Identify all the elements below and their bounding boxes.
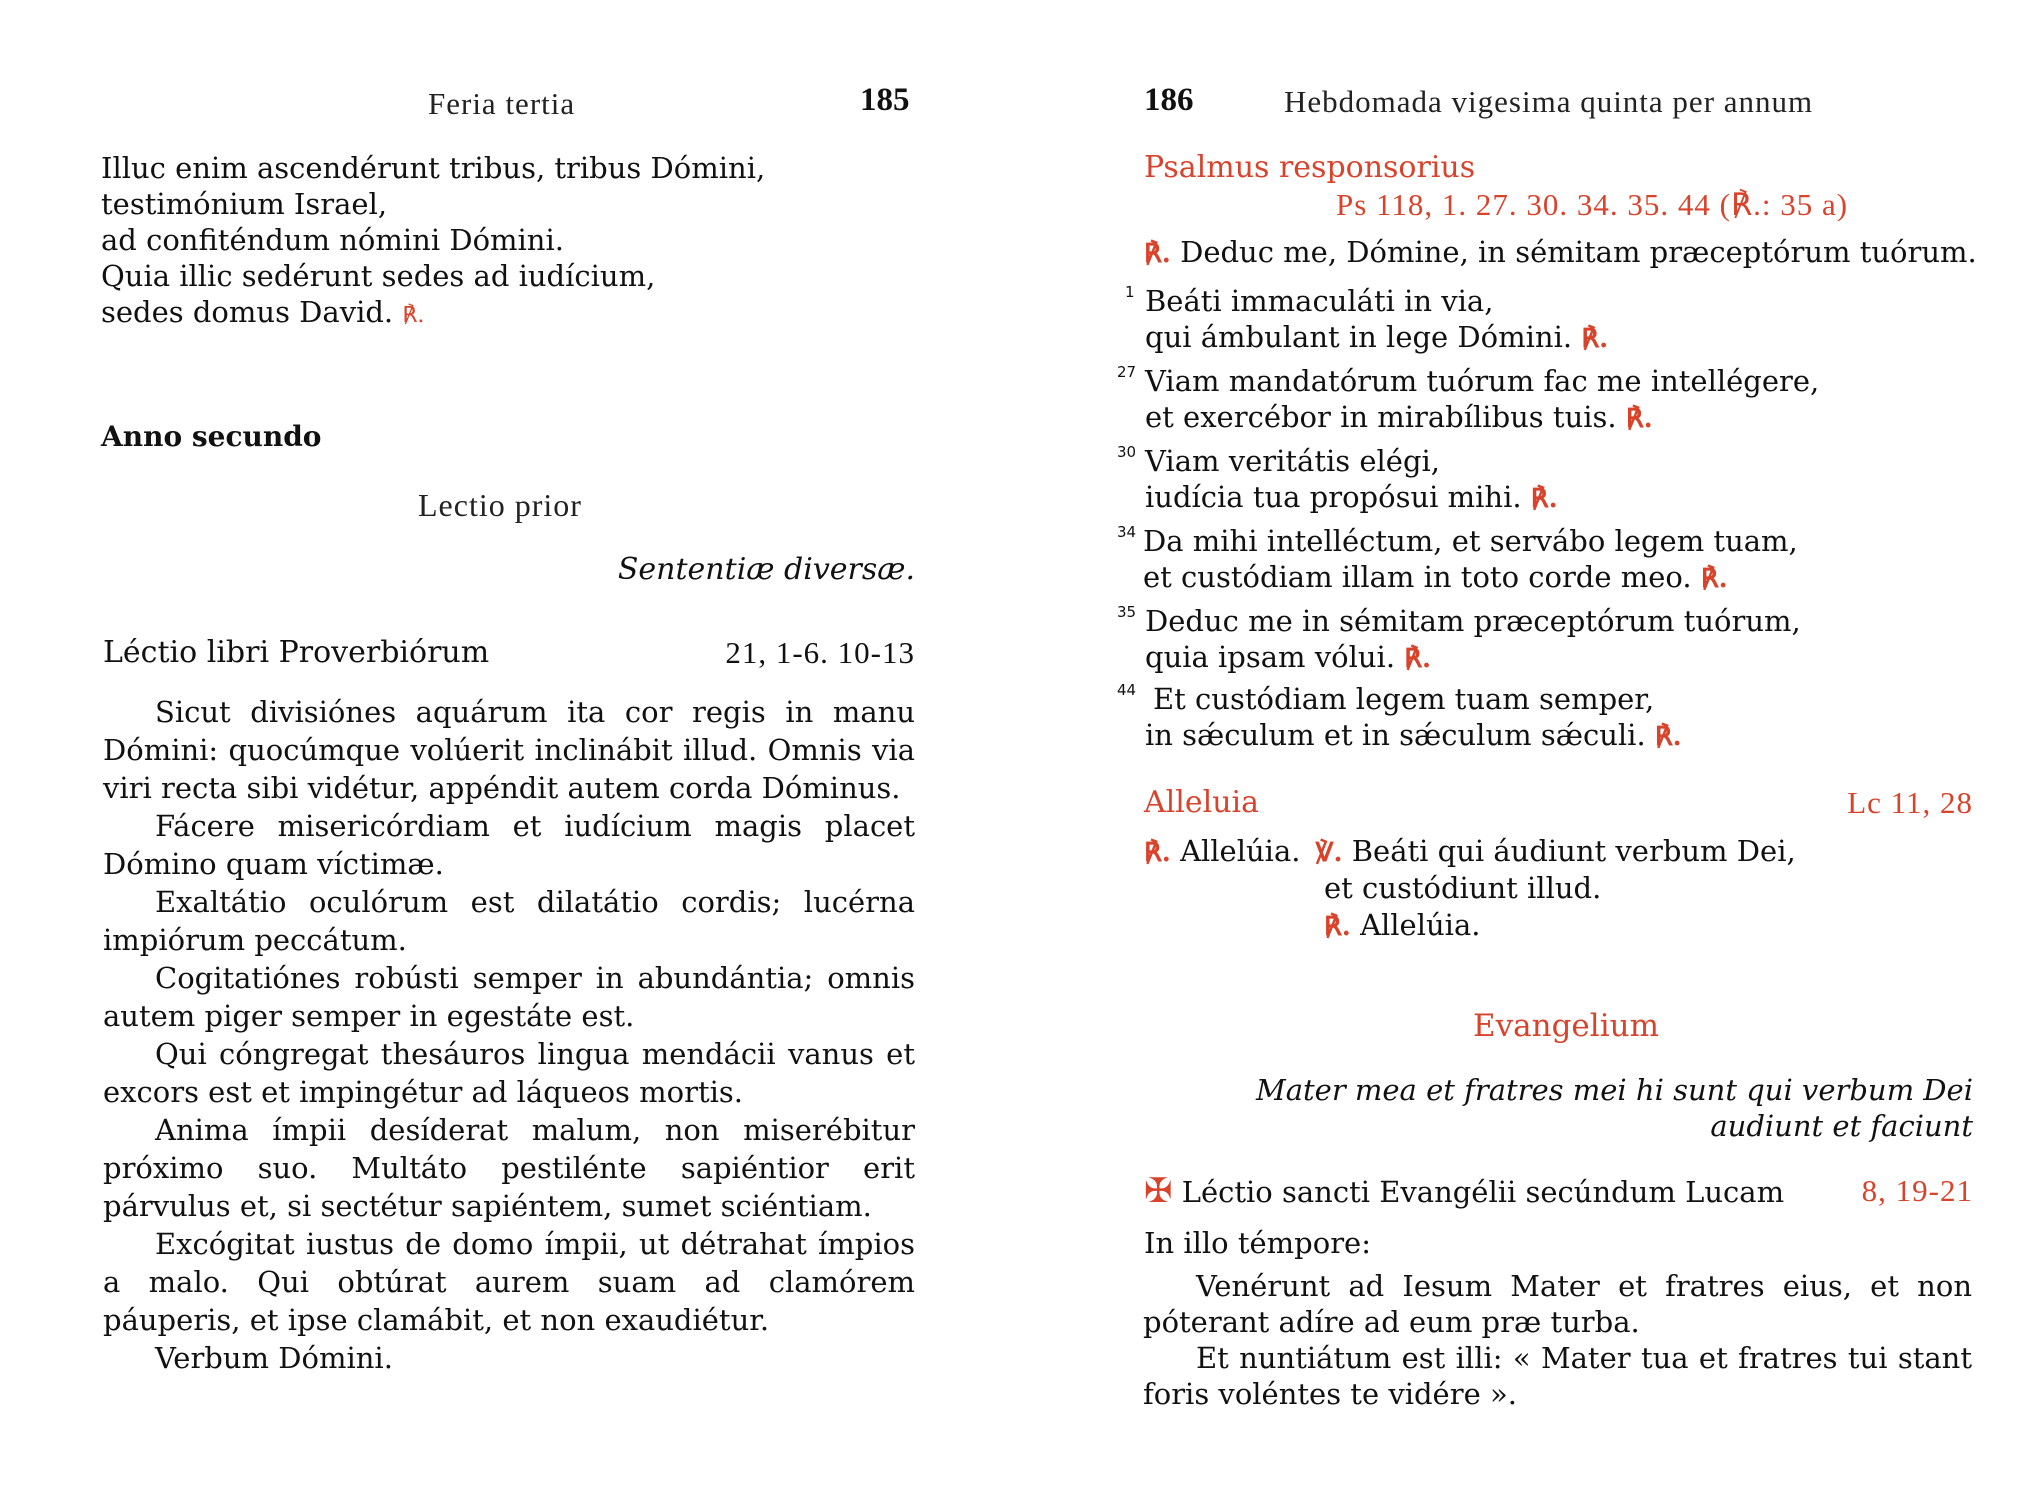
lectio-subtitle: Sententiæ diversæ. [617,552,915,587]
reading-paragraph: Cogitatiónes robústi semper in abundántia; omnis autem piger semper in egestáte est. [103,961,915,1033]
reading-paragraph: Sicut divisiónes aquárum ita cor regis in manu Dómini: quocúmque volúerit inclinábit illud. Omnis via viri recta sibi vidétur, appéndit autem corda Dóminus. [103,695,915,805]
alleluia-verse-line: Beáti qui áudiunt verbum Dei, [1351,834,1796,868]
reading-paragraph: Anima ímpii desíderat malum, non miserébitur próximo suo. Multáto pestilénte sapiéntior erit párvulus et, si sectétur sapiéntem, sumet sciéntiam. [103,1113,915,1223]
reading-text [103,693,915,1377]
gospel-subtitle [1144,1072,1973,1144]
anno-heading: Anno secundo [101,420,322,453]
versicle-symbol: ℣. [1315,838,1343,868]
page-number: 185 [860,82,910,118]
response-symbol: ℟. [1144,239,1171,269]
psalm-response-line [1144,234,1977,272]
alleluia-heading: Alleluia [1144,785,1260,820]
stanza-line: Beáti immaculáti in via, [1145,284,1494,318]
reading-paragraph: Fácere misericórdiam et iudícium magis placet Dómino quam víctimæ. [103,809,915,881]
running-header-title: Hebdomada vigesima quinta per annum [1284,84,1814,119]
response-symbol: ℟. [1625,404,1653,434]
reading-title: Léctio libri Proverbiórum [103,635,490,670]
stanza-line: Viam mandatórum tuórum fac me intellégere, [1145,364,1820,398]
gospel-title-row [1144,1173,1973,1210]
response-symbol: ℟. [1654,722,1682,752]
response-symbol: ℟. [1324,912,1351,942]
stanza-line-last [1145,319,1608,357]
stanza-line-text: quia ipsam vólui. [1145,640,1396,674]
stanza-line: Deduc me in sémitam præceptórum tuórum, [1145,604,1801,638]
response-symbol: ℟. [1700,564,1728,594]
canticle-line: Quia illic sedérunt sedes ad iudícium, [101,259,656,293]
running-header-title: Feria tertia [428,86,576,121]
gospel-paragraph: Et nuntiátum est illi: « Mater tua et fratres tui stant foris voléntes te vidére ». [1143,1341,1972,1411]
verse-number: 44 [1117,681,1137,699]
gospel-subtitle-line: Mater mea et fratres mei hi sunt qui verbum Dei [1256,1073,1973,1107]
verse-number: 35 [1117,603,1137,621]
alleluia-line [1144,833,1796,871]
response-symbol: ℟. [1144,838,1171,868]
canticle-line: testimónium Israel, [101,187,388,221]
stanza-line-last [1145,639,1801,677]
stanza-line-last [1143,559,1798,597]
stanza-line-last [1145,717,1682,755]
reading-paragraph: Qui cóngregat thesáuros lingua mendácii vanus et excors est et impingétur ad láqueos mortis. [103,1037,915,1109]
stanza-line-text: in sǽculum et in sǽculum sǽculi. [1145,718,1646,752]
stanza-line-text: iudícia tua propósui mihi. [1145,480,1522,514]
reading-paragraph: Excógitat iustus de domo ímpii, ut détrahat ímpios a malo. Qui obtúrat aurem suam ad clamórem páuperis, et ipse clamábit, et non exaudiétur. [103,1227,915,1337]
psalm-heading: Psalmus responsorius [1144,150,1476,185]
page-number: 186 [1144,82,1194,118]
canticle-line-last [101,294,765,334]
alleluia-word: Allelúia. [1360,908,1481,942]
stanza-line-text: et exercébor in mirabílibus tuis. [1145,400,1617,434]
alleluia-reference: Lc 11, 28 [1847,785,1973,820]
reading-conclusion: Verbum Dómini. [155,1341,393,1375]
gospel-text [1143,1268,1972,1412]
canticle-line: Illuc enim ascendérunt tribus, tribus Dómini, [101,151,766,185]
canticle-block [101,150,765,334]
response-symbol: ℟. [1404,644,1432,674]
reading-paragraph: Exaltátio oculórum est dilatátio cordis; lucérna impiórum peccátum. [103,885,915,957]
stanza-line-text: qui ámbulant in lege Dómini. [1145,320,1573,354]
alleluia-heading-row [1144,785,1973,821]
alleluia-word: Allelúia. [1180,834,1301,868]
gospel-paragraph: Venérunt ad Iesum Mater et fratres eius, et non póterant adíre ad eum præ turba. [1143,1269,1972,1339]
psalm-reference: Ps 118, 1. 27. 30. 34. 35. 44 (℟.: 35 a) [1336,187,1849,222]
stanza-line-last [1145,479,1558,517]
verse-number: 30 [1117,443,1137,461]
verse-number: 34 [1117,523,1137,541]
stanza-line: Et custódiam legem tuam semper, [1153,682,1655,716]
right-page [1011,0,2022,1500]
gospel-subtitle-line: audiunt et faciunt [1710,1109,1973,1143]
response-symbol: ℟. [1530,484,1558,514]
alleluia-verse-line: et custódiunt illud. [1324,871,1602,905]
canticle-line: ad confiténdum nómini Dómini. [101,223,564,257]
verse-number: 1 [1125,283,1135,301]
verse-number: 27 [1117,363,1137,381]
stanza-line: Da mihi intelléctum, et servábo legem tuam, [1143,524,1798,558]
stanza-line-last [1145,399,1819,437]
lectio-heading: Lectio prior [418,487,582,523]
stanza-line: Viam veritátis elégi, [1145,444,1441,478]
reading-title-row [103,635,915,671]
psalm-stanzas [1103,283,2003,763]
psalm-response-text: Deduc me, Dómine, in sémitam præceptórum tuórum. [1180,235,1977,269]
canticle-line-text: sedes domus David. [101,295,394,329]
cross-icon: ✠ [1144,1171,1173,1211]
reading-reference: 21, 1-6. 10-13 [725,635,915,670]
response-symbol: ℟. [1581,324,1609,354]
gospel-title: Léctio sancti Evangélii secúndum Lucam [1181,1175,1785,1209]
stanza-line-text: et custódiam illam in toto corde meo. [1143,560,1692,594]
gospel-intro: In illo témpore: [1144,1226,1371,1260]
evangelium-heading: Evangelium [1473,1008,1659,1044]
gospel-reference: 8, 19-21 [1861,1173,1973,1208]
response-symbol: ℟. [402,303,425,328]
alleluia-response-line [1324,907,1480,945]
